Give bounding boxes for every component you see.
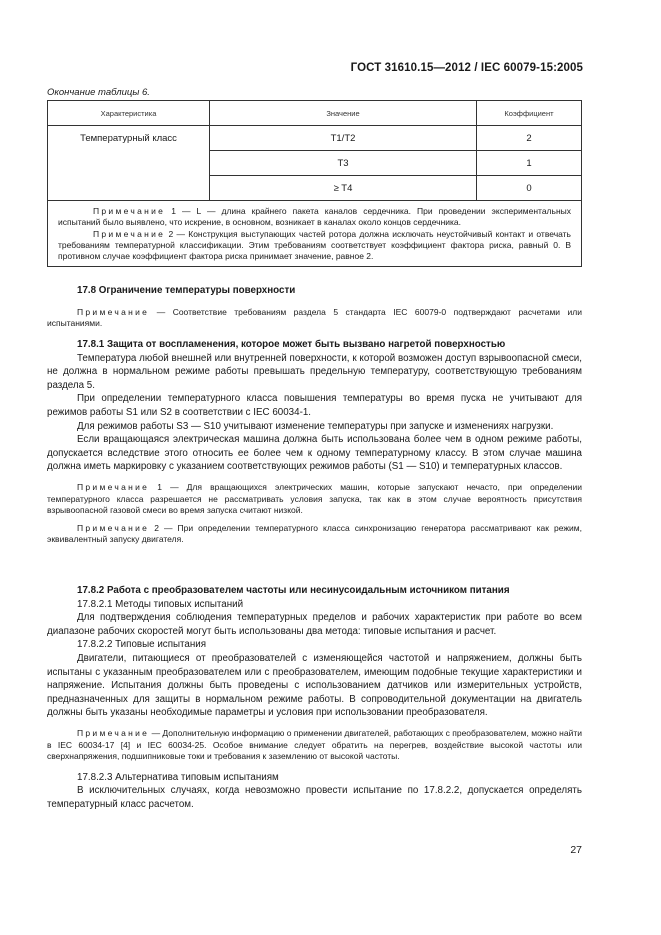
table-cell-coef: 2 [477,126,582,151]
paragraph: При определении температурного класса повышения температуры во время пуска не учитывают для режимов работы S1 или S2 в соответствии с IEC 60034-1. [47,393,582,418]
paragraph: Для подтверждения соблюдения температурных пределов и рабочих характеристик при работе во всем диапазоне рабочих скоростей могут быть использованы два метода: типовые испытания и расчет. [47,612,582,637]
col-header-characteristic: Характеристика [48,101,210,126]
table-cell-characteristic: Температурный класс [48,126,210,201]
paragraph: Двигатели, питающиеся от преобразователей с изменяющейся частотой и напряжением, должны быть испытаны с указанным преобразователем или с преобразователем, имеющим подобные текущие характеристики и напряжение. Испытания должны быть проведены с использованием датчиков или измерительных устройств, предназначенных для защиты в нормальном режиме работы. В сопроводительной документации на двигатель должны быть указаны необходимые параметры и условия при использовании преобразователя. [47,652,582,719]
section-heading: 17.8.1 Защита от воспламенения, которое может быть вызвано нагретой поверхностью [77,339,506,350]
paragraph: Если вращающаяся электрическая машина должна быть использована более чем в одном режиме работы, допускается вследствие этого относить ее более чем к одному температурному классу. В этом случае машина должна иметь маркировку с указанием соответствующих режимов работы (S1 — S10) и температурных классов. [47,434,582,473]
subsection-heading: 17.8.2.1 Методы типовых испытаний [77,598,244,610]
table-cell-value: ≥ T4 [210,176,477,201]
note: Примечание 1 — Для вращающихся электрических машин, которые запускают нечасто, при определении температурного класса разрешается не рассматривать условия запуска, так как в этом случае вероятность присутствия взрывоопасной газовой смеси во время запуска считают низкой. [47,481,582,516]
table-cell-value: T1/T2 [210,126,477,151]
table-caption: Окончание таблицы 6. [47,87,150,98]
document-header: ГОСТ 31610.15—2012 / IEC 60079-15:2005 [350,62,583,74]
subsection-heading: 17.8.2.2 Типовые испытания [77,639,207,651]
section-heading: 17.8.2 Работа с преобразователем частоты или несинусоидальным источником питания [77,585,510,596]
table-cell-value: T3 [210,151,477,176]
page-number: 27 [570,844,582,856]
subsection-heading: 17.8.2.3 Альтернатива типовым испытаниям [77,771,279,783]
table-note-1: Примечание 1 — L — длина крайнего пакета каналов сердечника. При проведении экспериментальных испытаний было выявлено, что искрение, в основном, возникает в каналах около концов сердечника. [58,206,571,228]
paragraph: В исключительных случаях, когда невозможно провести испытание по 17.8.2.2, допускается определять температурный класс расчетом. [47,785,582,810]
paragraph: Температура любой внешней или внутренней поверхности, к которой возможен доступ взрывоопасной смеси, не должна в нормальном режиме работы превышать предельную температуру, соответствующую требованиям раздела 5. [47,352,582,391]
table-note-2: Примечание 2 — Конструкция выступающих частей ротора должна исключать неустойчивый контакт и отвечать требованиям температурной классификации. Этим требованиям соответствует коэффициент фактора риска, равный 0. В противном случае коэффициент фактора риска принимает значение, равное 2. [58,228,571,262]
table-cell-coef: 0 [477,176,582,201]
note: Примечание — Дополнительную информацию о применении двигателей, работающих с преобразователем, можно найти в IEC 60034-17 [4] и IEC 60034-25. Особое внимание следует обратить на перегрев, воздействие высокой частоты или сверхнапряжения, подшипниковые токи и требования к заземлению от высокой частоты. [47,727,582,762]
section-17-8-1 [47,338,582,546]
section-17-8 [47,284,582,330]
table-6-end [47,100,582,267]
note: Примечание — Соответствие требованиям раздела 5 стандарта IEC 60079-0 подтверждают расчетами или испытаниями. [47,306,582,329]
note: Примечание 2 — При определении температурного класса синхронизацию генератора рассматривают как режим, эквивалентный запуску двигателя. [47,522,582,545]
table-notes [48,201,582,267]
col-header-coefficient: Коэффициент [477,101,582,126]
table-cell-coef: 1 [477,151,582,176]
paragraph: Для режимов работы S3 — S10 учитывают изменение температуры при запуске и изменениях нагрузки. [77,420,554,432]
col-header-value: Значение [210,101,477,126]
section-17-8-2 [47,584,582,812]
section-heading: 17.8 Ограничение температуры поверхности [77,285,296,296]
